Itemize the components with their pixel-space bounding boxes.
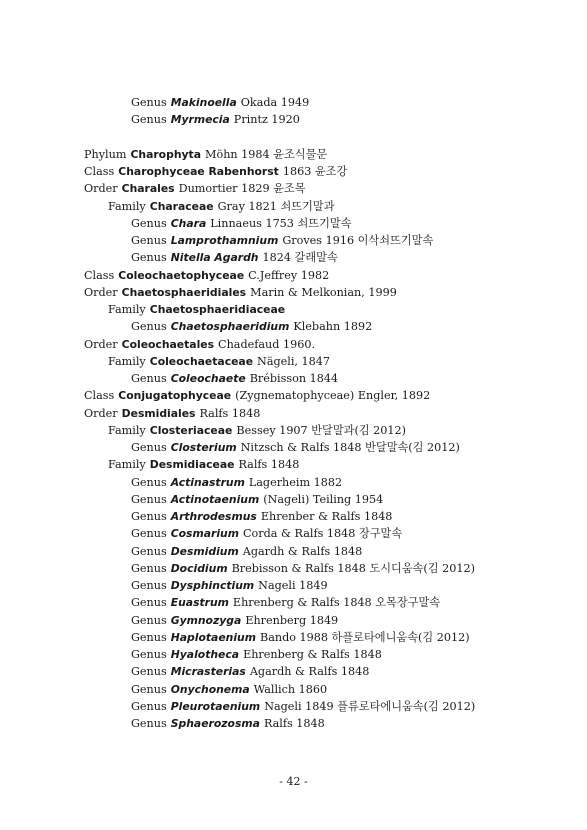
taxon-authority: Nageli 1849 플류로타에니움속(김 2012) <box>264 699 476 713</box>
taxon-authority: Ralfs 1848 <box>199 406 261 420</box>
taxon-rank: Family <box>108 458 146 472</box>
taxon-rank: Genus <box>131 234 167 247</box>
taxon-entry <box>131 698 475 715</box>
taxon-authority: Marin & Melkonian, 1999 <box>250 285 397 299</box>
taxon-rank: Genus <box>131 561 167 575</box>
taxon-rank: Genus <box>131 682 167 696</box>
taxon-entry <box>108 422 406 439</box>
taxon-authority: Nägeli, 1847 <box>257 354 331 368</box>
taxon-name: Chara <box>170 216 207 230</box>
taxon-rank: Genus <box>131 492 167 506</box>
taxon-entry <box>131 508 392 525</box>
taxon-name: Characeae <box>149 199 214 213</box>
taxon-name: Docidium <box>170 561 228 575</box>
taxon-authority: (Nageli) Teiling 1954 <box>263 492 384 506</box>
taxon-rank: Phylum <box>84 147 127 161</box>
taxon-rank: Genus <box>131 648 167 661</box>
taxon-authority: Brébisson 1844 <box>249 372 339 385</box>
taxon-entry <box>131 560 475 577</box>
taxon-name: Nitella Agardh <box>170 251 259 265</box>
taxon-rank: Family <box>108 423 146 437</box>
taxon-authority: Bando 1988 하플로타에니움속(김 2012) <box>259 630 470 644</box>
taxon-name: Charophyceae Rabenhorst <box>118 165 279 178</box>
taxon-rank: Class <box>84 268 115 282</box>
taxon-authority: C.Jeffrey 1982 <box>248 268 330 282</box>
taxon-name: Makinoella <box>170 96 237 109</box>
taxon-authority: Bessey 1907 반달말과(김 2012) <box>236 423 407 437</box>
taxon-entry <box>131 629 470 646</box>
taxon-rank: Genus <box>131 613 167 627</box>
taxon-name: Actinotaenium <box>170 492 260 506</box>
taxon-entry <box>84 163 347 180</box>
taxon-rank: Genus <box>131 320 167 334</box>
taxon-name: Charales <box>121 182 175 196</box>
taxon-entry <box>131 681 327 698</box>
taxon-name: Conjugatophyceae <box>118 389 232 403</box>
page-number: - 42 - <box>279 775 308 788</box>
taxon-entry <box>131 111 300 128</box>
taxon-authority: Groves 1916 이삭쇠뜨기말속 <box>282 234 434 247</box>
taxon-entry <box>84 284 397 301</box>
taxon-rank: Genus <box>131 699 167 713</box>
taxon-entry <box>131 370 338 387</box>
taxon-authority: Nageli 1849 <box>258 579 328 592</box>
taxon-entry <box>131 577 328 594</box>
taxon-rank: Genus <box>131 510 167 523</box>
taxon-name: Hyalotheca <box>170 648 240 661</box>
taxon-entry <box>84 387 430 404</box>
taxon-rank: Family <box>108 354 146 368</box>
taxon-rank: Genus <box>131 113 167 127</box>
taxon-name: Cosmarium <box>170 527 239 541</box>
taxon-rank: Order <box>84 337 118 351</box>
taxon-entry <box>84 180 306 197</box>
taxon-name: Onychonema <box>170 682 250 696</box>
taxon-rank: Class <box>84 165 115 178</box>
taxon-rank: Genus <box>131 579 167 592</box>
taxon-rank: Genus <box>131 251 167 265</box>
taxon-rank: Genus <box>131 717 167 730</box>
taxon-authority: Dumortier 1829 윤조목 <box>178 182 306 196</box>
taxon-entry <box>131 715 325 732</box>
taxon-authority: Ehrenberg & Ralfs 1848 오목장구말속 <box>232 596 441 610</box>
taxon-entry <box>131 474 342 491</box>
taxon-name: Chaetosphaeridiaceae <box>149 303 286 316</box>
taxon-authority: Wallich 1860 <box>253 682 328 696</box>
taxon-entry <box>131 215 352 232</box>
taxon-name: Coleochaete <box>170 372 246 385</box>
taxon-authority: Ehrenberg 1849 <box>245 613 339 627</box>
taxon-authority: Ralfs 1848 <box>238 458 300 472</box>
taxon-authority: Printz 1920 <box>233 113 300 127</box>
taxon-authority: Möhn 1984 윤조식물문 <box>205 147 328 161</box>
taxon-name: Dysphinctium <box>170 579 255 592</box>
taxon-authority: Ehrenber & Ralfs 1848 <box>260 510 393 523</box>
taxon-rank: Genus <box>131 665 167 679</box>
taxon-authority: Ralfs 1848 <box>263 717 325 730</box>
taxon-name: Chaetosphaeridium <box>170 320 290 334</box>
taxon-rank: Genus <box>131 544 167 558</box>
taxon-rank: Genus <box>131 216 167 230</box>
taxon-authority: Okada 1949 <box>240 96 310 109</box>
taxon-entry <box>131 318 372 335</box>
taxon-rank: Family <box>108 199 146 213</box>
taxon-name: Lamprothamnium <box>170 234 279 247</box>
taxon-entry <box>108 353 330 370</box>
taxon-rank: Order <box>84 285 118 299</box>
taxon-name: Coleochaetales <box>121 337 215 351</box>
taxon-entry <box>131 646 382 663</box>
taxon-entry <box>131 249 338 266</box>
taxon-entry <box>108 198 335 215</box>
taxon-authority: Klebahn 1892 <box>293 320 373 334</box>
taxon-name: Coleochaetophyceae <box>118 268 245 282</box>
taxon-entry <box>131 491 383 508</box>
taxon-authority: Ehrenberg & Ralfs 1848 <box>243 648 382 661</box>
taxon-name: Euastrum <box>170 596 229 610</box>
taxon-authority: (Zygnematophyceae) Engler, 1892 <box>235 389 431 403</box>
taxon-name: Charophyta <box>130 147 201 161</box>
taxon-entry <box>108 456 299 473</box>
taxon-entry <box>131 439 460 456</box>
taxon-entry <box>131 525 402 542</box>
taxon-entry <box>131 594 440 611</box>
taxon-entry <box>84 336 315 353</box>
taxon-name: Desmidium <box>170 544 239 558</box>
taxon-rank: Genus <box>131 441 167 454</box>
taxon-authority: Agardh & Ralfs 1848 <box>242 544 363 558</box>
taxon-authority: Agardh & Ralfs 1848 <box>249 665 370 679</box>
taxon-entry <box>131 612 338 629</box>
taxon-authority: 1863 윤조강 <box>282 165 348 178</box>
taxon-authority: Brebisson & Ralfs 1848 도시디움속(김 2012) <box>231 561 475 575</box>
taxon-entry <box>84 405 260 422</box>
taxon-entry <box>108 301 289 318</box>
taxon-name: Desmidiales <box>121 406 196 420</box>
taxon-name: Actinastrum <box>170 475 245 489</box>
taxon-rank: Genus <box>131 596 167 610</box>
taxon-rank: Genus <box>131 96 167 109</box>
taxon-name: Coleochaetaceae <box>149 354 254 368</box>
taxon-entry <box>131 663 369 680</box>
taxon-rank: Order <box>84 406 118 420</box>
taxon-name: Desmidiaceae <box>149 458 235 472</box>
taxon-name: Sphaerozosma <box>170 717 260 730</box>
taxon-authority: 1824 갈래말속 <box>262 251 338 265</box>
taxon-rank: Family <box>108 303 146 316</box>
taxon-authority: Lagerheim 1882 <box>248 475 343 489</box>
taxon-entry <box>131 232 433 249</box>
taxon-entry <box>131 543 362 560</box>
taxon-rank: Order <box>84 182 118 196</box>
taxon-name: Arthrodesmus <box>170 510 257 523</box>
taxon-name: Myrmecia <box>170 113 230 127</box>
taxon-authority: Chadefaud 1960. <box>218 337 316 351</box>
taxon-rank: Genus <box>131 527 167 541</box>
taxon-entry <box>84 267 329 284</box>
taxon-authority: Nitzsch & Ralfs 1848 반달말속(김 2012) <box>240 441 460 454</box>
taxon-authority: Linnaeus 1753 쇠뜨기말속 <box>210 216 352 230</box>
taxon-rank: Class <box>84 389 115 403</box>
taxon-rank: Genus <box>131 630 167 644</box>
taxon-rank: Genus <box>131 475 167 489</box>
taxon-rank: Genus <box>131 372 167 385</box>
taxon-entry <box>131 94 309 111</box>
taxon-name: Chaetosphaeridiales <box>121 285 247 299</box>
taxon-name: Haplotaenium <box>170 630 256 644</box>
taxon-name: Pleurotaenium <box>170 699 261 713</box>
taxon-name: Closterium <box>170 441 237 454</box>
taxon-authority: Gray 1821 쇠뜨기말과 <box>217 199 335 213</box>
taxon-authority: Corda & Ralfs 1848 장구말속 <box>243 527 403 541</box>
taxon-name: Micrasterias <box>170 665 246 679</box>
taxon-entry <box>84 146 327 163</box>
taxon-name: Gymnozyga <box>170 613 242 627</box>
taxon-name: Closteriaceae <box>149 423 233 437</box>
